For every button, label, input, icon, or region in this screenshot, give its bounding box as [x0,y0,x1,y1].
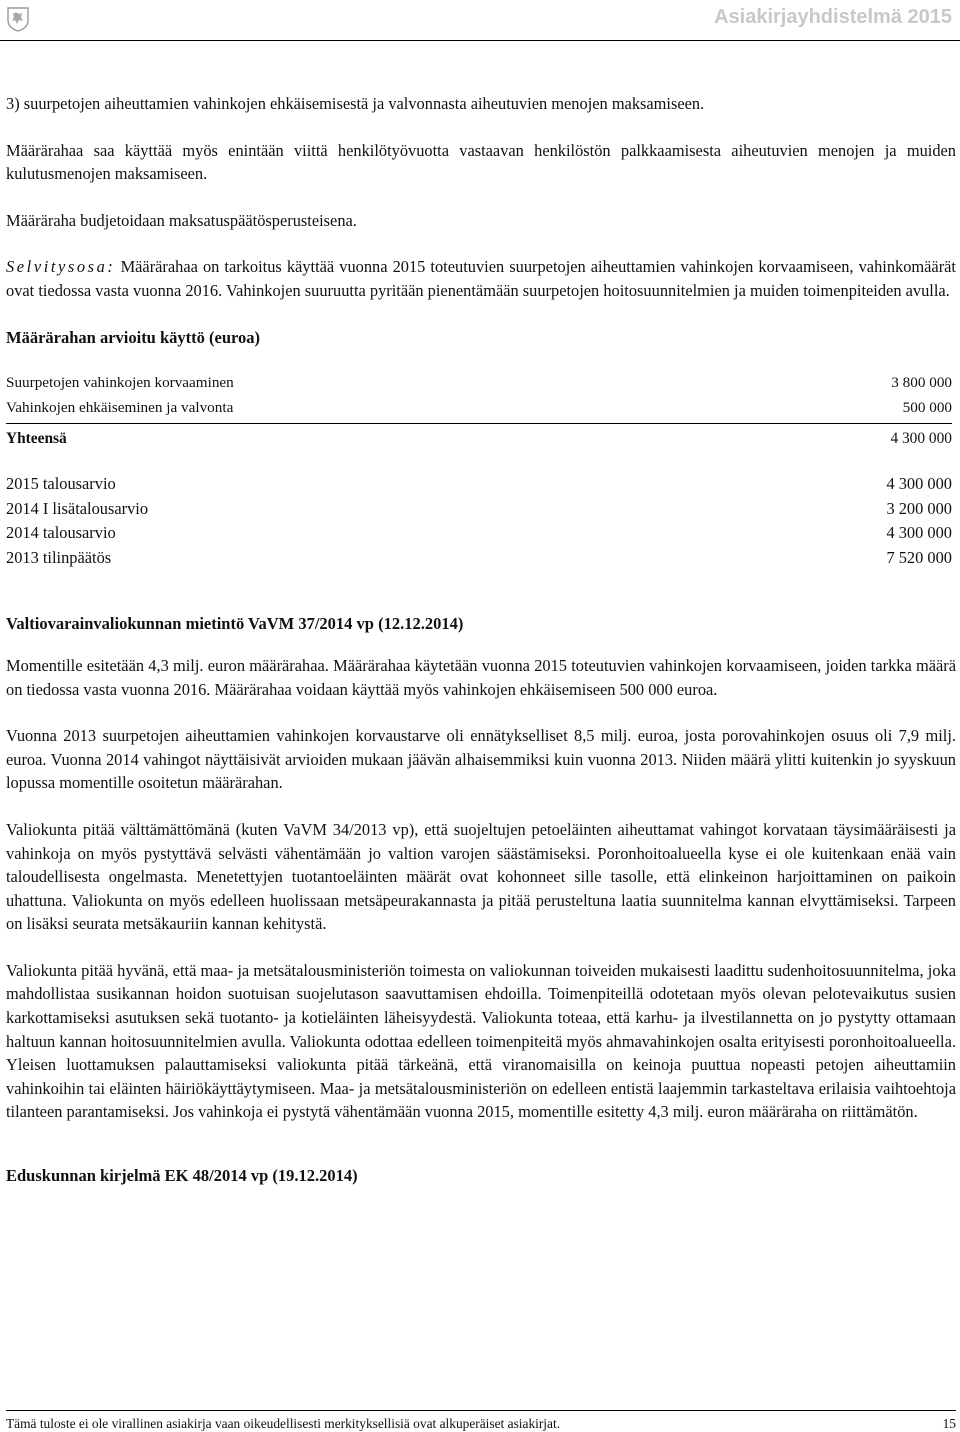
table-row [6,396,952,420]
page-number: 15 [942,1416,956,1431]
header-divider [0,40,960,41]
row-value: 7 520 000 [886,547,952,567]
row-value: 500 000 [902,398,952,416]
paragraph-budgeting-basis: Määräraha budjetoidaan maksatuspäätösperusteisena. [6,210,357,230]
explanation-label: Selvitysosa: [6,257,116,277]
row-label: 2014 I lisätalousarvio [6,498,149,518]
table-row [6,521,952,546]
row-label: 2014 talousarvio [6,523,116,543]
ek-heading: Eduskunnan kirjelmä EK 48/2014 vp (19.12.2014) [6,1166,358,1186]
document-title: Asiakirjayhdistelmä 2015 [714,6,952,28]
finnish-lion-crest-icon [6,6,30,32]
row-value: 3 800 000 [891,374,952,392]
table-row [6,371,952,395]
total-label: Yhteensä [6,429,67,447]
row-value: 4 300 000 [886,523,952,543]
row-value: 3 200 000 [886,498,952,518]
table-row [6,497,952,522]
document-body [6,92,956,1188]
paragraph-item-3: 3) suurpetojen aiheuttamien vahinkojen ehkäisemisestä ja valvonnasta aiheutuvien menojen maksamiseen. [6,94,705,113]
page-header [0,0,960,44]
table-row [6,546,952,571]
paragraph-usage-allowance: Määrärahaa saa käyttää myös enintään viittä henkilötyövuotta vastaavan henkilöstön palkkaamisesta aiheutuvien menojen ja muiden kulutusmenojen maksamiseen. [6,140,956,184]
paragraph-vavm-4: Valiokunta pitää hyvänä, että maa- ja metsätalousministeriön toimesta on valiokunnan toiveiden mukaisesti laadittu sudenhoitosuunnitelma, joka mahdollistaa susikannan hoidon suotuisan suojelutason saavuttamisen ehdoilla. Toimenpiteillä odotetaan myös olevan pelotevaikutus susien karkottamiseksi asutuksen sekä tuotanto- ja kotieläinten läheisyydestä. Valiokunta toteaa, että karhu- ja ilvestilannetta on jo pystytty ottamaan haltuun kannan hoitosuunnitelmien avulla. Valiokunta odottaa edelleen toimenpiteitä myös ahmavahinkojen osalta erityisesti poronhoitoalueella. Yleisen luottamuksen palauttamiseksi valiokunta pitää tärkeänä, että viranomaisilla on keinoja puuttua nopeasti petojen aiheuttamiin vahinkoihin tai eläinten häiriökäyttäytymiseen. Maa- ja metsätalousministeriön on edelleen entistä laajemmin tarkasteltava erilaisia vaihtoehtoja tilanteen parantamiseksi. Jos vahinkoja ei pystytä vähentämään vuonna 2015, momentille esitetty 4,3 milj. euron määräraha on riittämätön. [6,960,956,1122]
row-label: 2013 tilinpäätös [6,547,112,567]
vavm-heading: Valtiovarainvaliokunnan mietintö VaVM 37/2014 vp (12.12.2014) [6,614,464,634]
paragraph-explanation [6,255,956,302]
table-row [6,472,952,497]
row-label: Vahinkojen ehkäiseminen ja valvonta [6,398,234,416]
paragraph-vavm-3: Valiokunta pitää välttämättömänä (kuten VaVM 34/2013 vp), että suojeltujen petoeläinten aiheuttamat vahingot korvataan täysimääräisesti ja vahinkoja on myös pystyttävä selvästi vähentämään jo valtion varojen säästämiseksi. Poronhoitoalueella kyse ei ole kuitenkaan enää vain taloudellisesta ongelmasta. Menetettyjen tuotantoeläinten määrät ovat kohonneet sille tasolle, että elinkeinon harjoittaminen on paikoin uhattuna. Valiokunta on myös edelleen huolissaan metsäpeurakannasta ja pitää perusteltuna laatia suunnitelma kannan elvyttämiseksi. Tarpeen on lisäksi seurata metsäkauriin kannan kehitystä. [6,819,956,934]
footer-disclaimer: Tämä tuloste ei ole virallinen asiakirja vaan oikeudellisesti merkityksellisiä ovat alkuperäiset asiakirjat. [6,1416,561,1431]
row-label: 2015 talousarvio [6,473,116,493]
explanation-text: Määrärahaa on tarkoitus käyttää vuonna 2015 toteutuvien suurpetojen aiheuttamien vahinkojen korvaamiseen, vahinkomäärät ovat tiedossa vasta vuonna 2016. Vahinkojen suuruutta pyritään pienentämään suurpetojen hoitosuunnitelmien ja muiden toimenpiteiden avulla. [6,257,956,300]
usage-table [6,371,952,450]
total-value: 4 300 000 [890,429,952,447]
paragraph-vavm-2: Vuonna 2013 suurpetojen aiheuttamien vahinkojen korvaustarve oli ennätykselliset 8,5 milj. euroa, josta porovahinkojen osuus oli 7,9 milj. euroa. Vuonna 2014 vahingot näyttäisivät arvioiden mukaan jäävän alhaisemmiksi kuin vuonna 2013. Niiden määrä ylitti kuitenkin jo syyskuun lopussa momentille osoitetun määrärahan. [6,726,956,793]
total-row [6,423,952,450]
row-value: 4 300 000 [886,473,952,493]
usage-heading: Määrärahan arvioitu käyttö (euroa) [6,327,261,347]
paragraph-vavm-1: Momentille esitetään 4,3 milj. euron määrärahaa. Määrärahaa käytetään vuonna 2015 toteutuvien vahinkojen korvaamiseen, joiden tarkka määrä on tiedossa vasta vuonna 2016. Määrärahaa voidaan käyttää myös vahinkojen ehkäisemiseen 500 000 euroa. [6,655,956,699]
budget-history-table [6,472,952,570]
row-label: Suurpetojen vahinkojen korvaaminen [6,374,234,392]
